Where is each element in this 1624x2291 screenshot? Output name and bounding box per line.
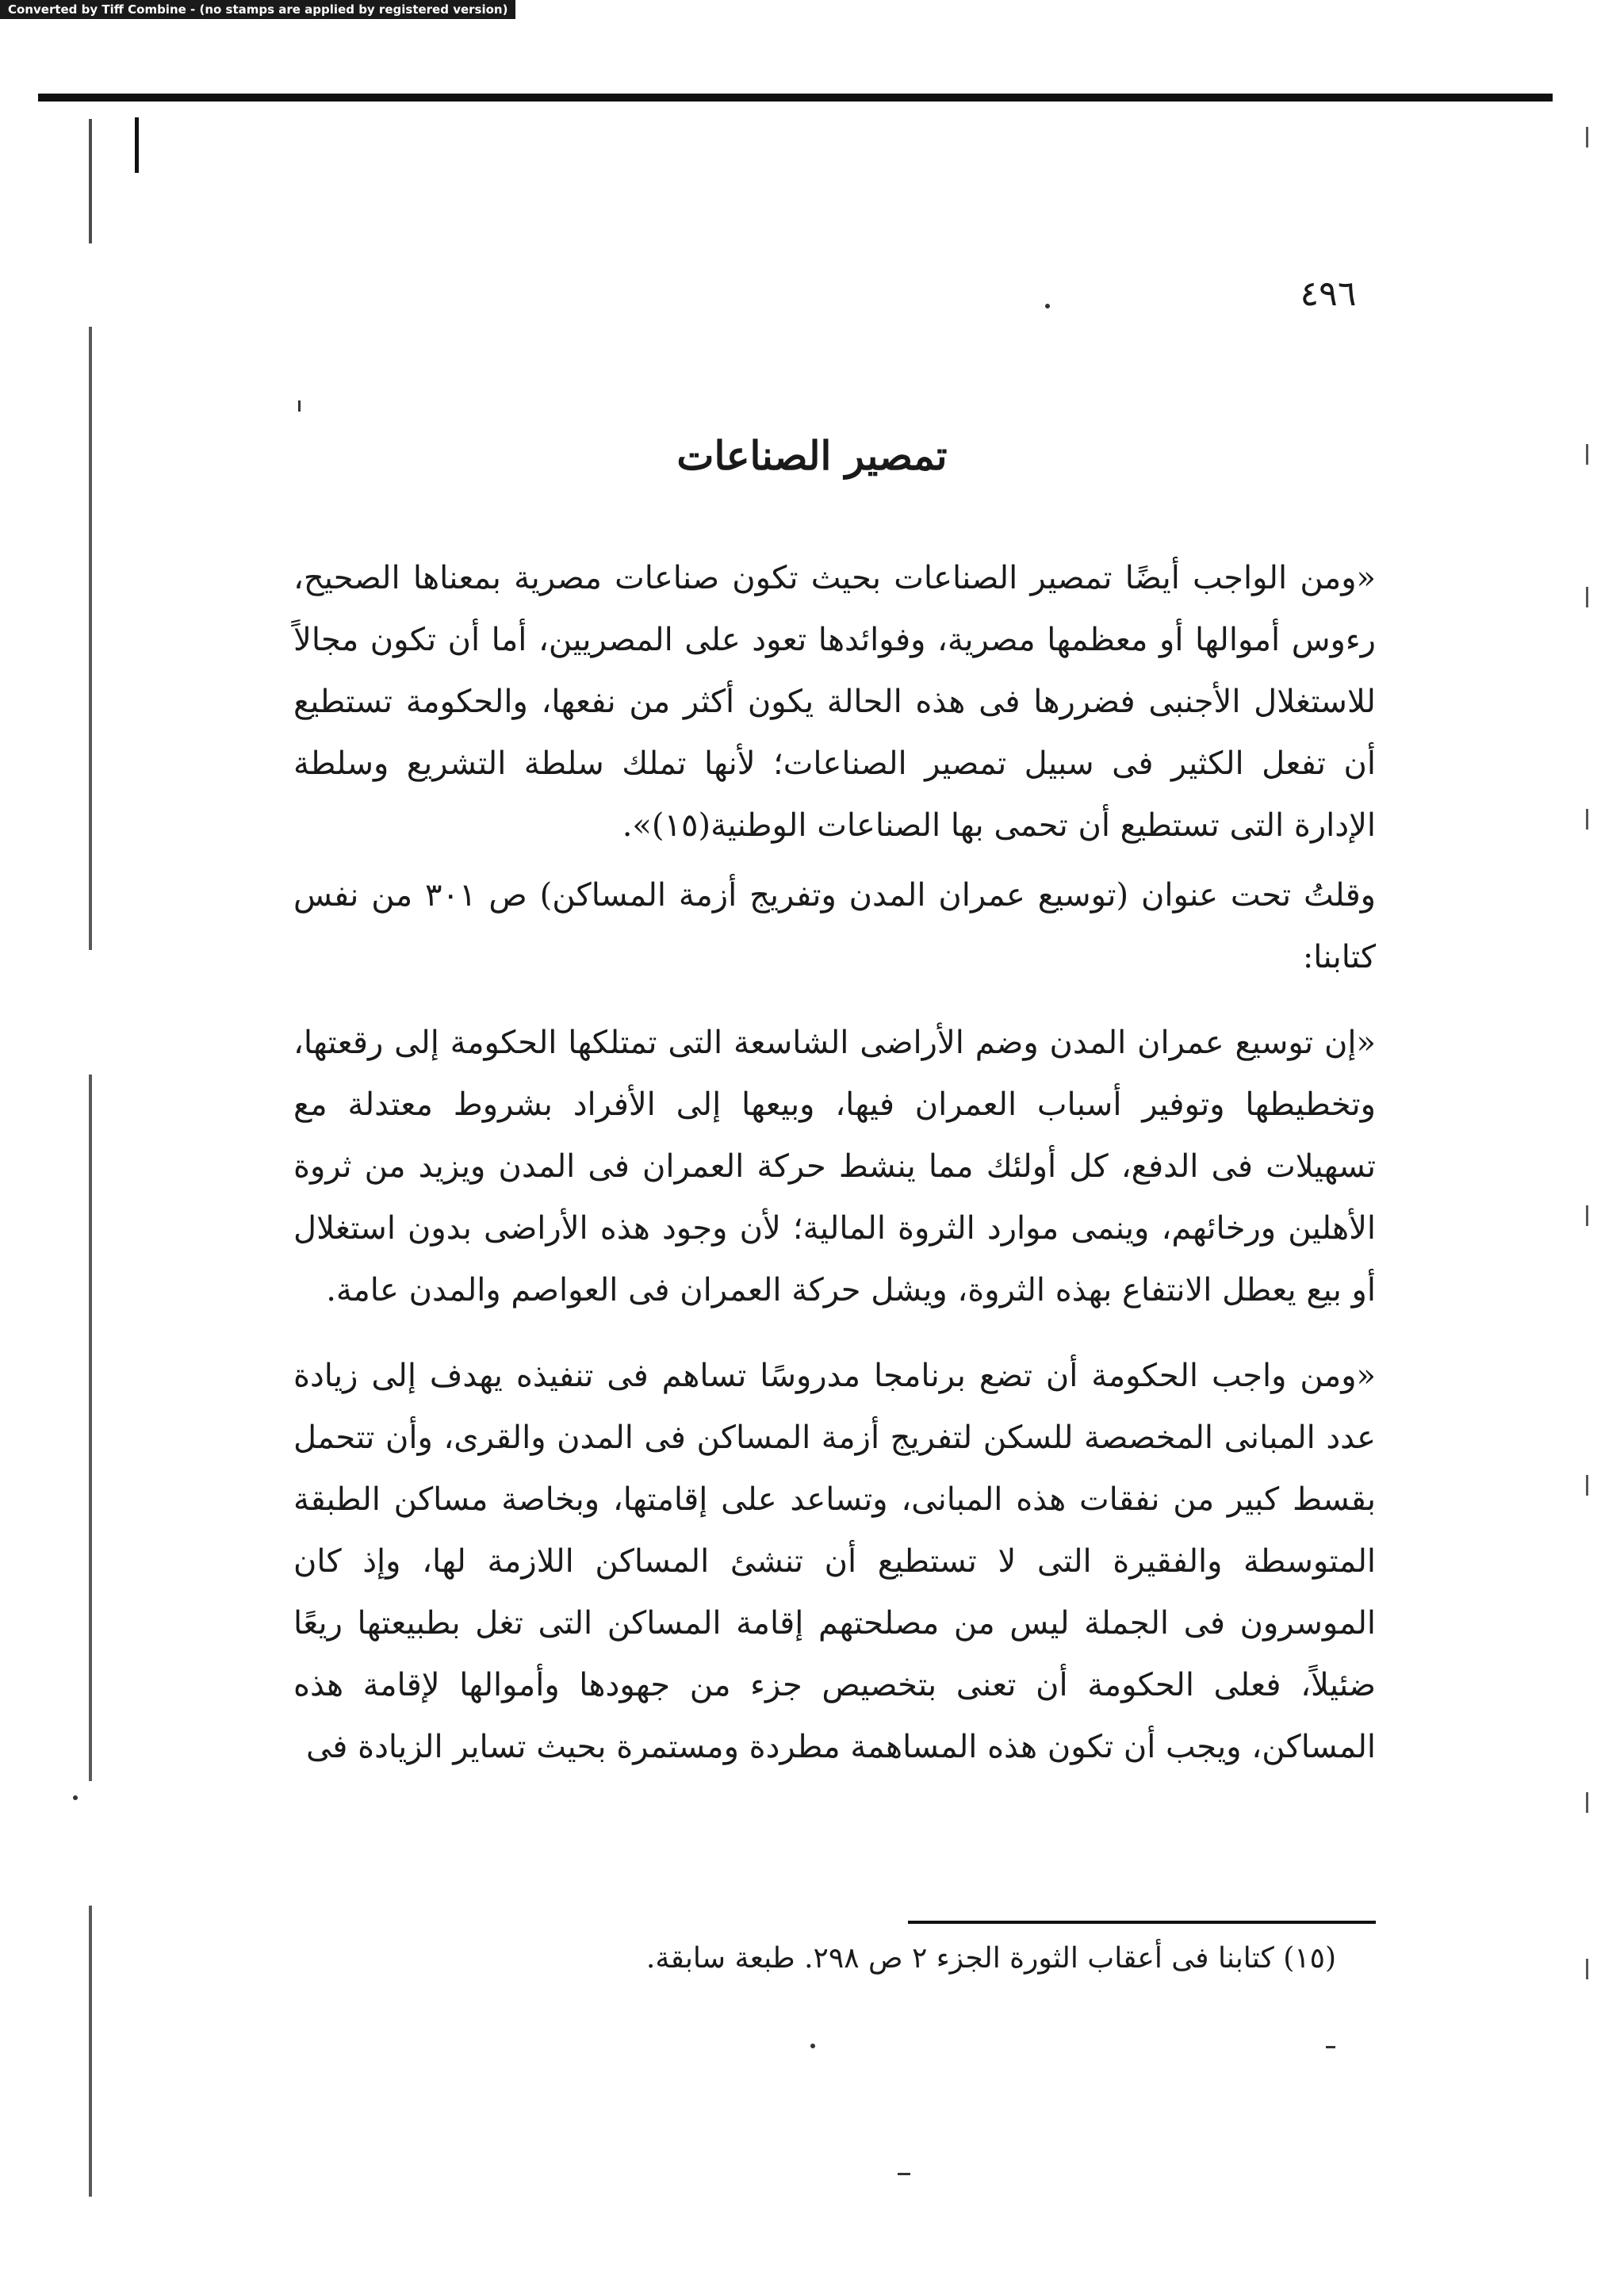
left-binding-edge xyxy=(89,119,92,2197)
footnote: (١٥) كتابنا فى أعقاب الثورة الجزء ٢ ص ٢٩٨. طبعة سابقة. xyxy=(645,1942,1336,1975)
footnote-divider xyxy=(908,1921,1376,1924)
top-rule xyxy=(38,94,1553,102)
body-text xyxy=(293,547,1376,1778)
paragraph: «إن توسيع عمران المدن وضم الأراضى الشاسعة التى تمتلكها الحكومة إلى رقعتها، وتخطيطها وتوفير أسباب العمران فيها، وبيعها إلى الأفراد بشروط معتدلة مع تسهيلات فى الدفع، كل أولئك مما ينشط حركة العمران فى المدن ويزيد من ثروة الأهلين ورخائهم، وينمى موارد الثروة المالية؛ لأن وجود هذه الأراضى بدون استغلال أو بيع يعطل الانتفاع بهذه الثروة، ويشل حركة العمران فى العواصم والمدن عامة. xyxy=(293,1025,1376,1308)
page-title: تمصير الصناعات xyxy=(676,432,948,479)
paragraph: «ومن الواجب أيضًا تمصير الصناعات بحيث تكون صناعات مصرية بمعناها الصحيح، رءوس أموالها أو معظمها مصرية، وفوائدها تعود على المصريين، أما أن تكون مجالاً للاستغلال الأجنبى فضررها فى هذه الحالة يكون أكثر من نفعها، والحكومة تستطيع أن تفعل الكثير فى سبيل تمصير الصناعات؛ لأنها تملك سلطة التشريع وسلطة الإدارة التى تستطيع أن تحمى بها الصناعات الوطنية(١٥)». xyxy=(293,560,1376,844)
right-edge-marks xyxy=(1586,111,1589,2014)
paragraph: «ومن واجب الحكومة أن تضع برنامجا مدروسًا تساهم فى تنفيذه يهدف إلى زيادة عدد المبانى المخصصة للسكن لتفريج أزمة المساكن فى المدن والقرى، وأن تتحمل بقسط كبير من نفقات هذه المبانى، وتساعد على إقامتها، وبخاصة مساكن الطبقة المتوسطة والفقيرة التى لا تستطيع أن تنشئ المساكن اللازمة لها، وإذ كان الموسرون فى الجملة ليس من مصلحتهم إقامة المساكن التى تغل بطبيعتها ريعًا ضئيلاً، فعلى الحكومة أن تعنى بتخصيص جزء من جهودها وأموالها لإقامة هذه المساكن، ويجب أن تكون هذه المساهمة مطردة ومستمرة بحيث تساير الزيادة فى xyxy=(293,1358,1376,1765)
converter-watermark: Converted by Tiff Combine - (no stamps are applied by registered version) xyxy=(0,0,515,19)
page-number: ٤٩٦ xyxy=(1300,274,1357,314)
left-binding-mark xyxy=(135,117,139,173)
paragraph: وقلتُ تحت عنوان (توسيع عمران المدن وتفريج أزمة المساكن) ص ٣٠١ من نفس كتابنا: xyxy=(293,877,1376,975)
